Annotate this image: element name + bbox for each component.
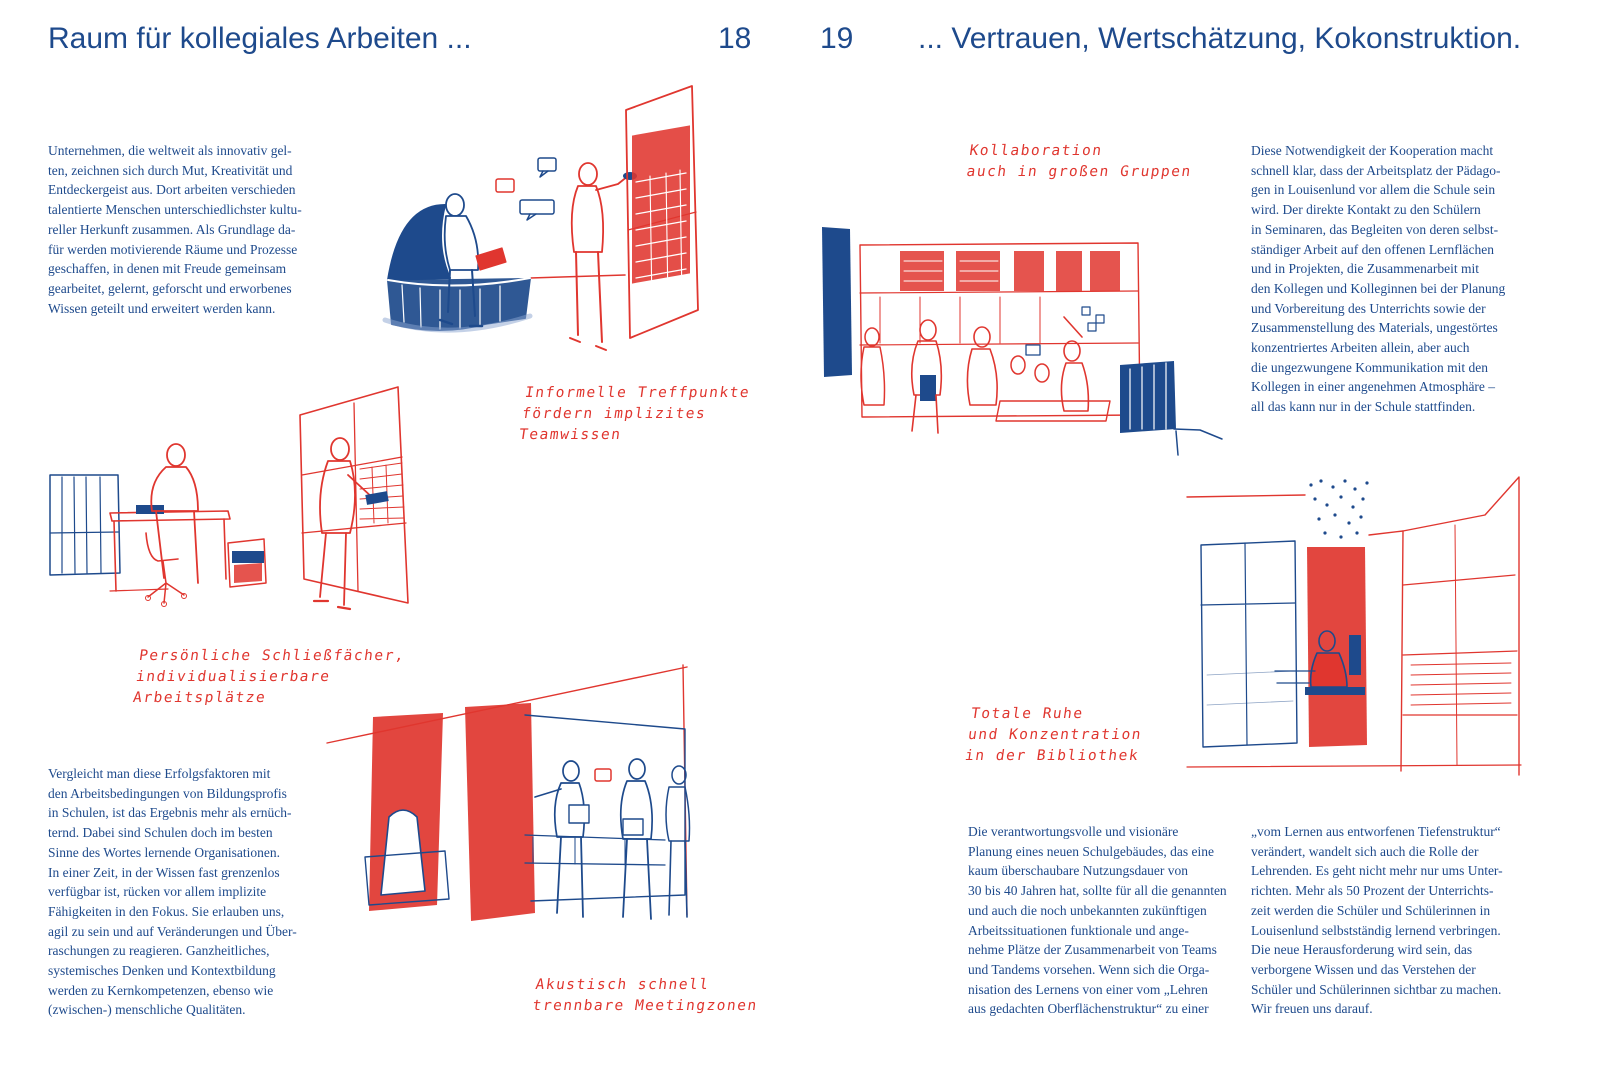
sketch-library	[1185, 475, 1525, 775]
text-line: Sinne des Wortes lernende Organisationen.	[48, 844, 280, 860]
caption-line: fördern implizites	[520, 406, 708, 422]
sketch-collaboration-group	[820, 225, 1230, 460]
right-intro-paragraph	[1251, 141, 1505, 417]
text-line: raschungen zu reagieren. Ganzheitliches,	[48, 943, 270, 959]
text-line: Schüler und Schülerinnen sichtbar zu machen.	[1251, 981, 1502, 997]
right-page-title: ... Vertrauen, Wertschätzung, Kokonstruktion.	[918, 22, 1522, 55]
caption-line: Teamwissen	[517, 427, 623, 443]
text-line: gen in Louisenlund vor allem die Schule sein	[1251, 182, 1496, 198]
text-line: und auch die noch unbekannten zukünftigen	[968, 902, 1207, 918]
text-line: Kollegen in einer angenehmen Atmosphäre –	[1251, 379, 1496, 395]
caption-meeting	[531, 975, 762, 1017]
text-line: Entdeckergeist aus. Dort arbeiten verschieden	[48, 182, 296, 198]
text-line: ständiger Arbeit auf den offenen Lernflächen	[1251, 241, 1495, 257]
caption-line: Persönliche Schließfächer,	[137, 648, 407, 664]
caption-line: Totale Ruhe	[969, 706, 1085, 722]
text-line: und Tandems vorsehen. Wenn sich die Orga-	[968, 961, 1210, 977]
text-line: Unternehmen, die weltweit als innovativ gel-	[48, 143, 292, 158]
caption-kollaboration	[965, 141, 1196, 183]
caption-line: Kollaboration	[968, 143, 1104, 159]
text-line: Wir freuen uns darauf.	[1251, 1001, 1373, 1017]
text-line: nehme Plätze der Zusammenarbeit von Teams	[968, 942, 1217, 958]
text-line: den Kollegen und Kolleginnen bei der Planung	[1251, 280, 1506, 296]
text-line: systemisches Denken und Kontextbildung	[48, 963, 276, 979]
text-line: Diese Notwendigkeit der Kooperation macht	[1251, 143, 1494, 158]
caption-line: Informelle Treffpunkte	[523, 385, 752, 401]
left-intro-paragraph	[48, 141, 302, 318]
caption-line: auch in großen Gruppen	[965, 164, 1193, 180]
caption-line: individualisierbare	[134, 669, 332, 685]
text-line: und in Projekten, die Zusammenarbeit mit	[1251, 261, 1479, 277]
text-line: schnell klar, dass der Arbeitsplatz der Pädago-	[1251, 162, 1501, 178]
text-line: Wissen geteilt und erweitert werden kann.	[48, 300, 276, 316]
sketch-informal-meeting	[380, 80, 710, 360]
text-line: wird. Der direkte Kontakt zu den Schülern	[1251, 202, 1481, 218]
text-line: reller Herkunft zusammen. Als Grundlage da-	[48, 221, 296, 237]
text-line: Louisenlund selbstständig lernend verbringen.	[1251, 922, 1501, 938]
sketch-lockers-workplace	[48, 383, 448, 623]
text-line: konzentriertes Arbeiten allein, aber auch	[1251, 340, 1470, 356]
text-line: „vom Lernen aus entworfenen Tiefenstruktur“	[1251, 824, 1501, 839]
left-page-title: Raum für kollegiales Arbeiten ...	[48, 22, 472, 55]
text-line: (zwischen-) menschliche Qualitäten.	[48, 1002, 246, 1018]
text-line: kaum überschaubare Nutzungsdauer von	[968, 863, 1189, 879]
text-line: Planung eines neuen Schulgebäudes, das eine	[968, 843, 1214, 859]
text-line: agil zu sein und auf Veränderungen und Über-	[48, 923, 297, 939]
text-line: Lehrenden. Es geht nicht mehr nur ums Unter-	[1251, 863, 1503, 879]
text-line: Die neue Herausforderung wird sein, das	[1251, 942, 1473, 958]
page-number-left: 18	[718, 22, 752, 55]
text-line: Fähigkeiten in den Fokus. Sie erlauben uns,	[48, 903, 285, 919]
page-number-right: 19	[820, 22, 854, 55]
caption-line: Arbeitsplätze	[131, 690, 268, 706]
text-line: Vergleicht man diese Erfolgsfaktoren mit	[48, 766, 271, 781]
text-line: in Schulen, ist das Ergebnis mehr als ernüch-	[48, 805, 292, 821]
text-line: Die verantwortungsvolle und visionäre	[968, 824, 1179, 839]
text-line: all das kann nur in der Schule stattfinden.	[1251, 399, 1476, 415]
text-line: ten, zeichnen sich durch Mut, Kreativität und	[48, 162, 293, 178]
text-line: in Seminaren, das Begleiten von deren selbst-	[1251, 221, 1499, 237]
text-line: nisation des Lernens von einer vom „Lehren	[968, 981, 1208, 997]
text-line: zeit werden die Schüler und Schülerinnen in	[1251, 902, 1491, 918]
caption-line: trennbare Meetingzonen	[531, 998, 759, 1014]
sketch-meeting-zones	[325, 665, 695, 935]
caption-line: in der Bibliothek	[963, 748, 1141, 764]
text-line: für werden motivierende Räume und Prozesse	[48, 241, 298, 257]
right-column-a	[968, 822, 1227, 1019]
text-line: aus gedachten Oberflächenstruktur“ zu einer	[968, 1001, 1209, 1017]
caption-treffpunkte	[518, 383, 752, 446]
text-line: 30 bis 40 Jahren hat, sollte für all die genannten	[968, 883, 1227, 899]
text-line: Zusammenstellung des Materials, ungestörtes	[1251, 320, 1498, 336]
text-line: talentierte Menschen unterschiedlichster kultu-	[48, 202, 302, 218]
text-line: ternd. Dabei sind Schulen doch im besten	[48, 825, 273, 841]
text-line: In einer Zeit, in der Wissen fast grenzenlos	[48, 864, 280, 880]
caption-line: und Konzentration	[966, 727, 1144, 743]
caption-bibliothek	[964, 704, 1147, 767]
text-line: die ungezwungene Kommunikation mit den	[1251, 359, 1488, 375]
left-second-paragraph	[48, 764, 297, 1020]
text-line: den Arbeitsbedingungen von Bildungsprofis	[48, 785, 287, 801]
text-line: verfügbar ist, rücken vor allem implizite	[48, 884, 267, 900]
text-line: verborgene Wissen und das Verstehen der	[1251, 961, 1476, 977]
text-line: werden zu Kernkompetenzen, ebenso wie	[48, 982, 274, 998]
text-line: und Vorbereitung des Unterrichts sowie der	[1251, 300, 1486, 316]
text-line: richten. Mehr als 50 Prozent der Unterrichts-	[1251, 883, 1494, 899]
text-line: geschaffen, in denen mit Freude gemeinsam	[48, 261, 287, 277]
caption-line: Akustisch schnell	[534, 977, 711, 993]
text-line: Arbeitssituationen funktionale und ange-	[968, 922, 1189, 938]
text-line: verändert, wandelt sich auch die Rolle der	[1251, 843, 1479, 859]
right-column-b	[1251, 822, 1503, 1019]
text-line: gearbeitet, gelernt, geforscht und erworbenes	[48, 280, 292, 296]
